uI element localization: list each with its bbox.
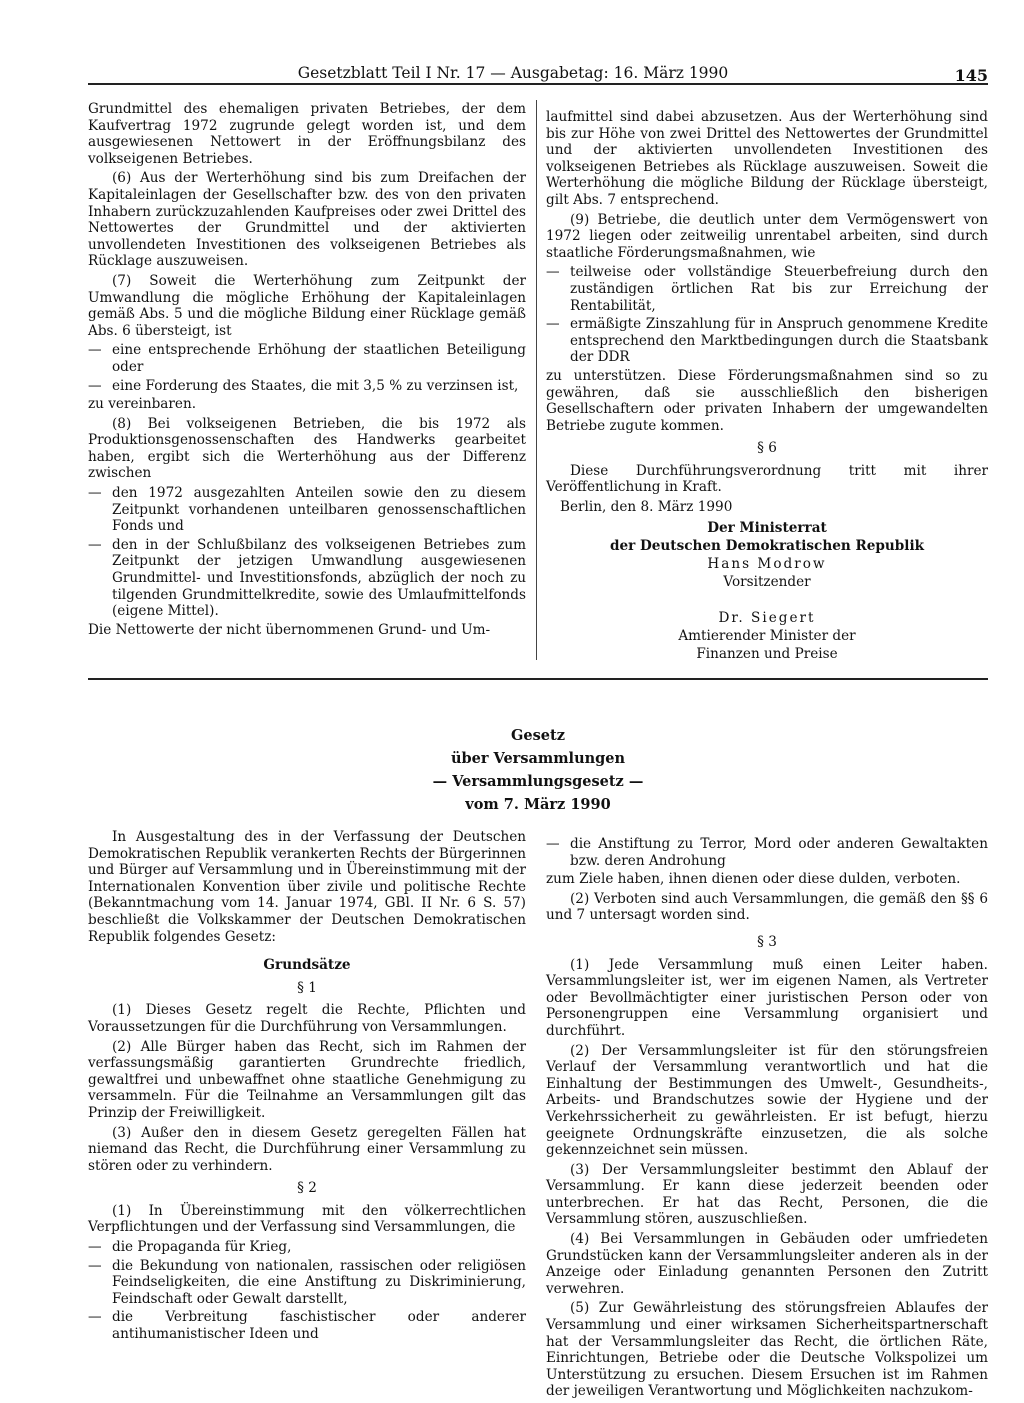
header-title: Gesetzblatt Teil I Nr. 17 — Ausgabetag: 16. März 1990 (297, 64, 729, 82)
paragraph: zu vereinbaren. (88, 396, 197, 413)
list-item: — die Anstiftung zu Terror, Mord oder anderen Gewaltakten bzw. deren Androhung (546, 836, 988, 869)
paragraph: laufmittel sind dabei abzusetzen. Aus der Werterhöhung sind bis zur Höhe von zwei Drittel des Nettowertes der Grundmittel und der aktivierten unvollendeten Investitionen des volkseigenen Betriebes als Rücklage auszuweisen. Soweit die Werterhöhung die mögliche Bildung der Rücklage übersteigt, gilt Abs. 7 entsprechend. (546, 109, 988, 208)
paragraph: (3) Außer den in diesem Gesetz geregelten Fällen hat niemand das Recht, die Durchführung einer Versammlung zu stören oder zu verhindern. (88, 1124, 526, 1174)
signature-title: Finanzen und Preise (696, 645, 838, 662)
signature-block (546, 519, 988, 663)
top-left-column (88, 101, 526, 641)
paragraph: (1) In Übereinstimmung mit den völkerrechtlichen Verpflichtungen und der Verfassung sind Versammlungen, die (88, 1202, 526, 1236)
signature-name: Hans Modrow (707, 555, 827, 572)
bottom-left-column (88, 829, 526, 1345)
bottom-right-column (546, 836, 988, 1403)
section-rule (88, 678, 988, 680)
law-title-line: Gesetz (511, 727, 565, 744)
law-title-line: vom 7. März 1990 (465, 796, 611, 813)
list-item: — den 1972 ausgezahlten Anteilen sowie den zu diesem Zeitpunkt vorhandenen unteilbaren genossenschaftlichen Fonds und (88, 485, 526, 535)
paragraph-6: (6) Aus der Werterhöhung sind bis zum Dreifachen der Kapitaleinlagen der Gesellschafter bzw. des von den privaten Inhabern zurückzuzahlenden Kaufpreises oder zwei Drittel des Nettowertes der Grundmittel und der aktivierten unvollendeten Investitionen des volkseigenen Betriebes als Rücklage auszuweisen. (88, 170, 526, 270)
paragraph: zum Ziele haben, ihnen dienen oder diese dulden, verboten. (546, 871, 961, 888)
law-title-line: über Versammlungen (450, 750, 626, 767)
list-item: — die Propaganda für Krieg, (88, 1239, 526, 1256)
paragraph: (2) Alle Bürger haben das Recht, sich im Rahmen der verfassungsmäßig garantierten Grundrechte friedlich, gewaltfrei und unbewaffnet ohne staatliche Genehmigung zu versammeln. Für die Teilnahme an Versammlungen gilt das Prinzip der Freiwilligkeit. (88, 1038, 526, 1121)
paragraph: (3) Der Versammlungsleiter bestimmt den Ablauf der Versammlung. Er kann diese jederzeit beenden oder unterbrechen. Er hat das Recht, Personen, die die Versammlung stören, auszuschließen. (546, 1161, 988, 1228)
signature-title: Vorsitzender (723, 573, 811, 590)
signature-title: Amtierender Minister der (678, 627, 856, 644)
section-heading: § 3 (757, 933, 777, 950)
paragraph: Grundmittel des ehemaligen privaten Betriebes, der dem Kaufvertrag 1972 zugrunde gelegt worden ist, und dem ausgewiesenen Nettowert in der Eröffnungsbilanz des volkseigenen Betriebes. (88, 101, 526, 167)
signature-org: der Deutschen Demokratischen Republik (609, 537, 925, 554)
paragraph: (2) Verboten sind auch Versammlungen, die gemäß den §§ 6 und 7 untersagt worden sind. (546, 890, 988, 924)
section-title: Grundsätze (263, 957, 351, 974)
paragraph: Diese Durchführungsverordnung tritt mit ihrer Veröffentlichung in Kraft. (546, 462, 988, 496)
paragraph-8: (8) Bei volkseigenen Betrieben, die bis 1972 als Produktionsgenossenschaften des Handwerks gearbeitet haben, ergibt sich die Werterhöhung aus der Differenz zwischen (88, 415, 526, 482)
page-number: 145 (954, 66, 988, 85)
preamble: In Ausgestaltung des in der Verfassung der Deutschen Demokratischen Republik verankerten Rechts der Bürgerinnen und Bürger auf Versammlung und in Übereinstimmung mit der Internationalen Konvention über zivile und politische Rechte (Bekanntmachung vom 14. Januar 1974, GBl. II Nr. 6 S. 57) beschließt die Volkskammer der Deutschen Demokratischen Republik folgendes Gesetz: (88, 829, 526, 945)
paragraph: Die Nettowerte der nicht übernommenen Grund- und Um- (88, 621, 491, 638)
paragraph: (5) Zur Gewährleistung des störungsfreien Ablaufes der Versammlung und einer wirksamen Sicherheitspartnerschaft hat der Versammlungsleiter das Recht, die örtlichen Räte, Einrichtungen, Betriebe oder die Deutsche Volkspolizei um Unterstützung zu ersuchen. Diesem Ersuchen ist im Rahmen der jeweiligen Verantwortung und Möglichkeiten nachzukom- (546, 1300, 988, 1400)
paragraph: (2) Der Versammlungsleiter ist für den störungsfreien Verlauf der Versammlung verantwortlich und hat die Einhaltung der Bestimmungen des Umwelt-, Gesundheits-, Arbeits- und Brandschutzes sowie der Hygiene und der Verkehrssicherheit zu gewährleisten. Er ist befugt, hierzu geeignete Ordnungskräfte einzusetzen, die als solche gekennzeichnet sein müssen. (546, 1042, 988, 1159)
list-item: — eine entsprechende Erhöhung der staatlichen Beteiligung oder (88, 342, 526, 375)
place-date: Berlin, den 8. März 1990 (560, 499, 733, 516)
list-item: — die Bekundung von nationalen, rassischen oder religiösen Feindseligkeiten, die eine Anstiftung zu Diskriminierung, Feindschaft oder Gewalt darstellt, (88, 1258, 526, 1308)
paragraph: (4) Bei Versammlungen in Gebäuden oder umfriedeten Grundstücken kann der Versammlungsleiter anderen als in der Anzeige oder Einladung genannten Personen den Zutritt verwehren. (546, 1231, 988, 1297)
list-item: — eine Forderung des Staates, die mit 3,5 % zu verzinsen ist, (88, 378, 526, 395)
paragraph: (1) Jede Versammlung muß einen Leiter haben. Versammlungsleiter ist, wer im eigenen Namen, als Vertreter oder Bevollmächtigter einer juristischen Person oder von Personengruppen eine Versammlung organisiert und durchführt. (546, 956, 988, 1039)
column-divider (536, 100, 537, 660)
section-heading: § 6 (757, 440, 777, 457)
signature-name: Dr. Siegert (718, 609, 816, 626)
law-title-line: — Versammlungsgesetz — (432, 773, 644, 790)
paragraph: (1) Dieses Gesetz regelt die Rechte, Pflichten und Voraussetzungen für die Durchführung von Versammlungen. (88, 1002, 526, 1035)
paragraph-7: (7) Soweit die Werterhöhung zum Zeitpunkt der Umwandlung die mögliche Erhöhung der Kapitaleinlagen gemäß Abs. 5 und die mögliche Bildung einer Rücklage gemäß Abs. 6 übersteigt, ist (88, 272, 526, 339)
list-item: — teilweise oder vollständige Steuerbefreiung durch den zuständigen örtlichen Rat bis zur Erreichung der Rentabilität, (546, 264, 988, 314)
law-title (88, 724, 988, 816)
header-rule (88, 83, 988, 85)
section-heading: § 2 (297, 1180, 317, 1197)
paragraph-9: (9) Betriebe, die deutlich unter dem Vermögenswert von 1972 liegen oder zeitweilig unrentabel arbeiten, sind durch staatliche Förderungsmaßnahmen, wie (546, 211, 988, 261)
list-item: — die Verbreitung faschistischer oder anderer antihumanistischer Ideen und (88, 1309, 526, 1342)
signature-org: Der Ministerrat (707, 519, 827, 536)
list-item: — ermäßigte Zinszahlung für in Anspruch genommene Kredite entsprechend den Marktbedingungen durch die Staatsbank der DDR (546, 316, 988, 366)
section-heading: § 1 (297, 979, 317, 996)
top-right-column (546, 109, 988, 663)
list-item: — den in der Schlußbilanz des volkseigenen Betriebes zum Zeitpunkt der jetzigen Umwandlung ausgewiesenen Grundmittel- und Investitionsfonds, abzüglich der noch zu tilgenden Grundmittelkredite, sowie des Umlaufmittelfonds (eigene Mittel). (88, 537, 526, 620)
paragraph: zu unterstützen. Diese Förderungsmaßnahmen sind so zu gewähren, daß sie ausschließlich den bisherigen Gesellschaftern oder privaten Inhabern der umgewandelten Betriebe zugute kommen. (546, 367, 988, 434)
